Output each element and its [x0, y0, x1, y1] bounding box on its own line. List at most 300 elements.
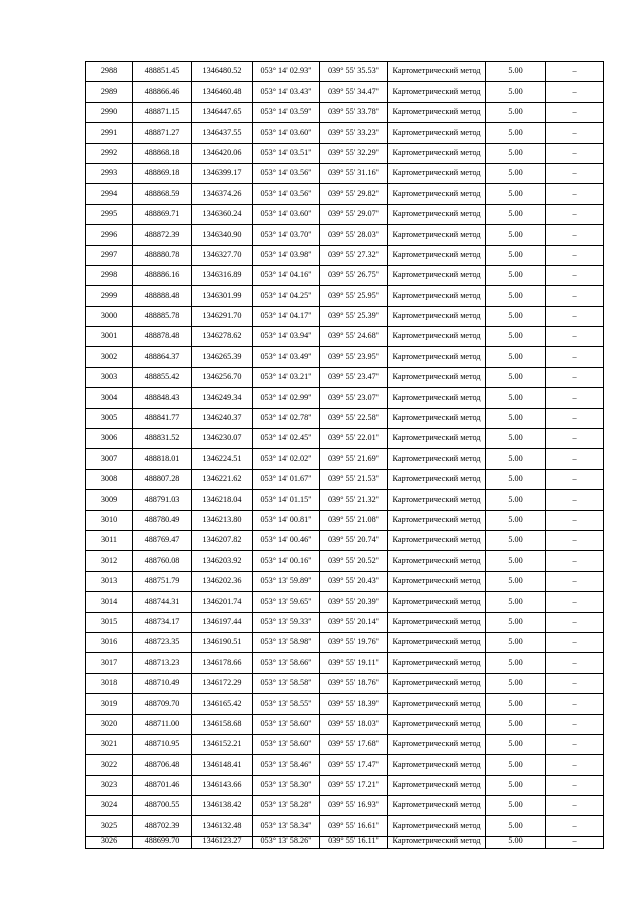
- longitude-cell: 039° 55' 25.39": [320, 306, 388, 326]
- y-coordinate-cell: 1346178.66: [192, 653, 253, 673]
- method-cell: Картометрический метод: [388, 571, 486, 591]
- point-number-cell: 2997: [86, 245, 133, 265]
- latitude-cell: 053° 13' 58.34": [253, 816, 320, 836]
- x-coordinate-cell: 488744.31: [133, 592, 192, 612]
- longitude-cell: 039° 55' 27.32": [320, 245, 388, 265]
- latitude-cell: 053° 14' 00.81": [253, 510, 320, 530]
- latitude-cell: 053° 14' 03.59": [253, 102, 320, 122]
- accuracy-cell: 5.00: [486, 510, 546, 530]
- point-number-cell: 3025: [86, 816, 133, 836]
- x-coordinate-cell: 488701.46: [133, 775, 192, 795]
- note-cell: –: [546, 62, 604, 82]
- point-number-cell: 3008: [86, 469, 133, 489]
- longitude-cell: 039° 55' 19.11": [320, 653, 388, 673]
- accuracy-cell: 5.00: [486, 306, 546, 326]
- note-cell: –: [546, 510, 604, 530]
- accuracy-cell: 5.00: [486, 82, 546, 102]
- x-coordinate-cell: 488869.71: [133, 204, 192, 224]
- accuracy-cell: 5.00: [486, 775, 546, 795]
- table-row: [86, 286, 604, 306]
- longitude-cell: 039° 55' 21.08": [320, 510, 388, 530]
- method-cell: Картометрический метод: [388, 755, 486, 775]
- table-row: [86, 673, 604, 693]
- method-cell: Картометрический метод: [388, 367, 486, 387]
- accuracy-cell: 5.00: [486, 836, 546, 848]
- note-cell: –: [546, 143, 604, 163]
- latitude-cell: 053° 14' 04.16": [253, 265, 320, 285]
- note-cell: –: [546, 653, 604, 673]
- point-number-cell: 3011: [86, 530, 133, 550]
- longitude-cell: 039° 55' 29.82": [320, 184, 388, 204]
- point-number-cell: 3019: [86, 694, 133, 714]
- table-row: [86, 245, 604, 265]
- note-cell: –: [546, 734, 604, 754]
- longitude-cell: 039° 55' 16.61": [320, 816, 388, 836]
- method-cell: Картометрический метод: [388, 123, 486, 143]
- point-number-cell: 3017: [86, 653, 133, 673]
- table-row: [86, 816, 604, 836]
- accuracy-cell: 5.00: [486, 367, 546, 387]
- note-cell: –: [546, 204, 604, 224]
- note-cell: –: [546, 102, 604, 122]
- x-coordinate-cell: 488818.01: [133, 449, 192, 469]
- longitude-cell: 039° 55' 31.16": [320, 163, 388, 183]
- accuracy-cell: 5.00: [486, 612, 546, 632]
- method-cell: Картометрический метод: [388, 204, 486, 224]
- point-number-cell: 3010: [86, 510, 133, 530]
- point-number-cell: 3006: [86, 429, 133, 449]
- latitude-cell: 053° 14' 03.94": [253, 327, 320, 347]
- y-coordinate-cell: 1346399.17: [192, 163, 253, 183]
- accuracy-cell: 5.00: [486, 408, 546, 428]
- x-coordinate-cell: 488871.27: [133, 123, 192, 143]
- method-cell: Картометрический метод: [388, 469, 486, 489]
- point-number-cell: 2995: [86, 204, 133, 224]
- y-coordinate-cell: 1346327.70: [192, 245, 253, 265]
- note-cell: –: [546, 408, 604, 428]
- accuracy-cell: 5.00: [486, 143, 546, 163]
- method-cell: Картометрический метод: [388, 143, 486, 163]
- latitude-cell: 053° 14' 02.78": [253, 408, 320, 428]
- note-cell: –: [546, 469, 604, 489]
- method-cell: Картометрический метод: [388, 632, 486, 652]
- x-coordinate-cell: 488864.37: [133, 347, 192, 367]
- latitude-cell: 053° 14' 03.21": [253, 367, 320, 387]
- method-cell: Картометрический метод: [388, 653, 486, 673]
- note-cell: –: [546, 123, 604, 143]
- x-coordinate-cell: 488869.18: [133, 163, 192, 183]
- note-cell: –: [546, 775, 604, 795]
- method-cell: Картометрический метод: [388, 734, 486, 754]
- note-cell: –: [546, 265, 604, 285]
- accuracy-cell: 5.00: [486, 816, 546, 836]
- y-coordinate-cell: 1346360.24: [192, 204, 253, 224]
- table-row: [86, 612, 604, 632]
- y-coordinate-cell: 1346148.41: [192, 755, 253, 775]
- x-coordinate-cell: 488868.18: [133, 143, 192, 163]
- table-row: [86, 796, 604, 816]
- x-coordinate-cell: 488868.59: [133, 184, 192, 204]
- point-number-cell: 3014: [86, 592, 133, 612]
- x-coordinate-cell: 488878.48: [133, 327, 192, 347]
- x-coordinate-cell: 488855.42: [133, 367, 192, 387]
- note-cell: –: [546, 245, 604, 265]
- method-cell: Картометрический метод: [388, 102, 486, 122]
- point-number-cell: 3021: [86, 734, 133, 754]
- point-number-cell: 3023: [86, 775, 133, 795]
- longitude-cell: 039° 55' 16.93": [320, 796, 388, 816]
- accuracy-cell: 5.00: [486, 796, 546, 816]
- method-cell: Картометрический метод: [388, 408, 486, 428]
- point-number-cell: 3026: [86, 836, 133, 848]
- x-coordinate-cell: 488723.35: [133, 632, 192, 652]
- x-coordinate-cell: 488751.79: [133, 571, 192, 591]
- note-cell: –: [546, 429, 604, 449]
- accuracy-cell: 5.00: [486, 327, 546, 347]
- x-coordinate-cell: 488713.23: [133, 653, 192, 673]
- point-number-cell: 3000: [86, 306, 133, 326]
- note-cell: –: [546, 388, 604, 408]
- point-number-cell: 3004: [86, 388, 133, 408]
- accuracy-cell: 5.00: [486, 102, 546, 122]
- accuracy-cell: 5.00: [486, 694, 546, 714]
- y-coordinate-cell: 1346301.99: [192, 286, 253, 306]
- accuracy-cell: 5.00: [486, 714, 546, 734]
- latitude-cell: 053° 14' 03.56": [253, 184, 320, 204]
- table-row: [86, 551, 604, 571]
- accuracy-cell: 5.00: [486, 429, 546, 449]
- note-cell: –: [546, 755, 604, 775]
- y-coordinate-cell: 1346218.04: [192, 490, 253, 510]
- y-coordinate-cell: 1346420.06: [192, 143, 253, 163]
- table-row: [86, 530, 604, 550]
- longitude-cell: 039° 55' 34.47": [320, 82, 388, 102]
- table-row: [86, 734, 604, 754]
- y-coordinate-cell: 1346152.21: [192, 734, 253, 754]
- coordinates-table: [85, 61, 604, 849]
- x-coordinate-cell: 488769.47: [133, 530, 192, 550]
- longitude-cell: 039° 55' 16.11": [320, 836, 388, 848]
- point-number-cell: 2989: [86, 82, 133, 102]
- note-cell: –: [546, 571, 604, 591]
- point-number-cell: 3016: [86, 632, 133, 652]
- method-cell: Картометрический метод: [388, 62, 486, 82]
- point-number-cell: 3002: [86, 347, 133, 367]
- accuracy-cell: 5.00: [486, 551, 546, 571]
- method-cell: Картометрический метод: [388, 775, 486, 795]
- table-row: [86, 408, 604, 428]
- table-row: [86, 163, 604, 183]
- note-cell: –: [546, 612, 604, 632]
- latitude-cell: 053° 13' 58.46": [253, 755, 320, 775]
- point-number-cell: 2996: [86, 225, 133, 245]
- y-coordinate-cell: 1346201.74: [192, 592, 253, 612]
- longitude-cell: 039° 55' 17.68": [320, 734, 388, 754]
- method-cell: Картометрический метод: [388, 82, 486, 102]
- latitude-cell: 053° 13' 58.66": [253, 653, 320, 673]
- latitude-cell: 053° 14' 01.67": [253, 469, 320, 489]
- x-coordinate-cell: 488791.03: [133, 490, 192, 510]
- y-coordinate-cell: 1346190.51: [192, 632, 253, 652]
- point-number-cell: 2994: [86, 184, 133, 204]
- note-cell: –: [546, 796, 604, 816]
- y-coordinate-cell: 1346316.89: [192, 265, 253, 285]
- longitude-cell: 039° 55' 20.74": [320, 530, 388, 550]
- longitude-cell: 039° 55' 17.47": [320, 755, 388, 775]
- latitude-cell: 053° 14' 02.99": [253, 388, 320, 408]
- table-row: [86, 510, 604, 530]
- x-coordinate-cell: 488807.28: [133, 469, 192, 489]
- accuracy-cell: 5.00: [486, 286, 546, 306]
- note-cell: –: [546, 449, 604, 469]
- table-row: [86, 571, 604, 591]
- latitude-cell: 053° 13' 59.33": [253, 612, 320, 632]
- y-coordinate-cell: 1346224.51: [192, 449, 253, 469]
- y-coordinate-cell: 1346221.62: [192, 469, 253, 489]
- y-coordinate-cell: 1346340.90: [192, 225, 253, 245]
- x-coordinate-cell: 488866.46: [133, 82, 192, 102]
- longitude-cell: 039° 55' 24.68": [320, 327, 388, 347]
- note-cell: –: [546, 327, 604, 347]
- longitude-cell: 039° 55' 19.76": [320, 632, 388, 652]
- accuracy-cell: 5.00: [486, 347, 546, 367]
- accuracy-cell: 5.00: [486, 755, 546, 775]
- table-row: [86, 367, 604, 387]
- longitude-cell: 039° 55' 18.39": [320, 694, 388, 714]
- point-number-cell: 3024: [86, 796, 133, 816]
- note-cell: –: [546, 592, 604, 612]
- note-cell: –: [546, 694, 604, 714]
- y-coordinate-cell: 1346291.70: [192, 306, 253, 326]
- point-number-cell: 3012: [86, 551, 133, 571]
- table-row: [86, 388, 604, 408]
- latitude-cell: 053° 13' 59.89": [253, 571, 320, 591]
- y-coordinate-cell: 1346265.39: [192, 347, 253, 367]
- method-cell: Картометрический метод: [388, 673, 486, 693]
- accuracy-cell: 5.00: [486, 163, 546, 183]
- x-coordinate-cell: 488710.95: [133, 734, 192, 754]
- longitude-cell: 039° 55' 25.95": [320, 286, 388, 306]
- accuracy-cell: 5.00: [486, 490, 546, 510]
- latitude-cell: 053° 14' 03.43": [253, 82, 320, 102]
- x-coordinate-cell: 488872.39: [133, 225, 192, 245]
- longitude-cell: 039° 55' 23.07": [320, 388, 388, 408]
- method-cell: Картометрический метод: [388, 388, 486, 408]
- y-coordinate-cell: 1346202.36: [192, 571, 253, 591]
- method-cell: Картометрический метод: [388, 245, 486, 265]
- y-coordinate-cell: 1346123.27: [192, 836, 253, 848]
- accuracy-cell: 5.00: [486, 734, 546, 754]
- method-cell: Картометрический метод: [388, 225, 486, 245]
- y-coordinate-cell: 1346374.26: [192, 184, 253, 204]
- table-row: [86, 306, 604, 326]
- y-coordinate-cell: 1346138.42: [192, 796, 253, 816]
- note-cell: –: [546, 347, 604, 367]
- x-coordinate-cell: 488734.17: [133, 612, 192, 632]
- y-coordinate-cell: 1346207.82: [192, 530, 253, 550]
- x-coordinate-cell: 488699.70: [133, 836, 192, 848]
- x-coordinate-cell: 488711.00: [133, 714, 192, 734]
- x-coordinate-cell: 488710.49: [133, 673, 192, 693]
- latitude-cell: 053° 14' 02.93": [253, 62, 320, 82]
- y-coordinate-cell: 1346447.65: [192, 102, 253, 122]
- method-cell: Картометрический метод: [388, 184, 486, 204]
- latitude-cell: 053° 14' 00.46": [253, 530, 320, 550]
- accuracy-cell: 5.00: [486, 673, 546, 693]
- longitude-cell: 039° 55' 21.32": [320, 490, 388, 510]
- note-cell: –: [546, 530, 604, 550]
- method-cell: Картометрический метод: [388, 836, 486, 848]
- longitude-cell: 039° 55' 20.43": [320, 571, 388, 591]
- accuracy-cell: 5.00: [486, 592, 546, 612]
- y-coordinate-cell: 1346480.52: [192, 62, 253, 82]
- y-coordinate-cell: 1346249.34: [192, 388, 253, 408]
- x-coordinate-cell: 488780.49: [133, 510, 192, 530]
- latitude-cell: 053° 13' 58.55": [253, 694, 320, 714]
- latitude-cell: 053° 13' 58.26": [253, 836, 320, 848]
- longitude-cell: 039° 55' 22.01": [320, 429, 388, 449]
- latitude-cell: 053° 14' 02.02": [253, 449, 320, 469]
- table-row: [86, 327, 604, 347]
- point-number-cell: 2990: [86, 102, 133, 122]
- method-cell: Картометрический метод: [388, 347, 486, 367]
- y-coordinate-cell: 1346132.48: [192, 816, 253, 836]
- longitude-cell: 039° 55' 21.69": [320, 449, 388, 469]
- table-row: [86, 429, 604, 449]
- longitude-cell: 039° 55' 18.03": [320, 714, 388, 734]
- longitude-cell: 039° 55' 33.23": [320, 123, 388, 143]
- x-coordinate-cell: 488706.48: [133, 755, 192, 775]
- table-row: [86, 755, 604, 775]
- x-coordinate-cell: 488702.39: [133, 816, 192, 836]
- note-cell: –: [546, 632, 604, 652]
- point-number-cell: 2992: [86, 143, 133, 163]
- method-cell: Картометрический метод: [388, 816, 486, 836]
- y-coordinate-cell: 1346165.42: [192, 694, 253, 714]
- x-coordinate-cell: 488871.15: [133, 102, 192, 122]
- y-coordinate-cell: 1346172.29: [192, 673, 253, 693]
- longitude-cell: 039° 55' 26.75": [320, 265, 388, 285]
- point-number-cell: 2988: [86, 62, 133, 82]
- table-row: [86, 694, 604, 714]
- note-cell: –: [546, 816, 604, 836]
- point-number-cell: 3007: [86, 449, 133, 469]
- table-row: [86, 653, 604, 673]
- longitude-cell: 039° 55' 18.76": [320, 673, 388, 693]
- latitude-cell: 053° 14' 01.15": [253, 490, 320, 510]
- x-coordinate-cell: 488848.43: [133, 388, 192, 408]
- note-cell: –: [546, 490, 604, 510]
- latitude-cell: 053° 13' 59.65": [253, 592, 320, 612]
- x-coordinate-cell: 488760.08: [133, 551, 192, 571]
- latitude-cell: 053° 13' 58.28": [253, 796, 320, 816]
- point-number-cell: 3001: [86, 327, 133, 347]
- accuracy-cell: 5.00: [486, 265, 546, 285]
- latitude-cell: 053° 14' 04.17": [253, 306, 320, 326]
- method-cell: Картометрический метод: [388, 694, 486, 714]
- x-coordinate-cell: 488851.45: [133, 62, 192, 82]
- y-coordinate-cell: 1346256.70: [192, 367, 253, 387]
- table-row: [86, 592, 604, 612]
- x-coordinate-cell: 488888.48: [133, 286, 192, 306]
- table-row: [86, 469, 604, 489]
- latitude-cell: 053° 13' 58.58": [253, 673, 320, 693]
- latitude-cell: 053° 14' 03.51": [253, 143, 320, 163]
- note-cell: –: [546, 673, 604, 693]
- note-cell: –: [546, 836, 604, 848]
- y-coordinate-cell: 1346203.92: [192, 551, 253, 571]
- y-coordinate-cell: 1346158.68: [192, 714, 253, 734]
- table-row: [86, 123, 604, 143]
- x-coordinate-cell: 488880.78: [133, 245, 192, 265]
- method-cell: Картометрический метод: [388, 612, 486, 632]
- method-cell: Картометрический метод: [388, 510, 486, 530]
- accuracy-cell: 5.00: [486, 225, 546, 245]
- longitude-cell: 039° 55' 21.53": [320, 469, 388, 489]
- note-cell: –: [546, 184, 604, 204]
- longitude-cell: 039° 55' 29.07": [320, 204, 388, 224]
- x-coordinate-cell: 488709.70: [133, 694, 192, 714]
- longitude-cell: 039° 55' 23.47": [320, 367, 388, 387]
- method-cell: Картометрический метод: [388, 592, 486, 612]
- x-coordinate-cell: 488841.77: [133, 408, 192, 428]
- accuracy-cell: 5.00: [486, 571, 546, 591]
- accuracy-cell: 5.00: [486, 184, 546, 204]
- note-cell: –: [546, 82, 604, 102]
- point-number-cell: 2993: [86, 163, 133, 183]
- longitude-cell: 039° 55' 32.29": [320, 143, 388, 163]
- y-coordinate-cell: 1346230.07: [192, 429, 253, 449]
- note-cell: –: [546, 714, 604, 734]
- point-number-cell: 3003: [86, 367, 133, 387]
- y-coordinate-cell: 1346278.62: [192, 327, 253, 347]
- table-row: [86, 62, 604, 82]
- method-cell: Картометрический метод: [388, 796, 486, 816]
- table-row: [86, 204, 604, 224]
- longitude-cell: 039° 55' 20.39": [320, 592, 388, 612]
- point-number-cell: 2999: [86, 286, 133, 306]
- note-cell: –: [546, 551, 604, 571]
- accuracy-cell: 5.00: [486, 632, 546, 652]
- y-coordinate-cell: 1346197.44: [192, 612, 253, 632]
- method-cell: Картометрический метод: [388, 286, 486, 306]
- longitude-cell: 039° 55' 35.53": [320, 62, 388, 82]
- table-row: [86, 265, 604, 285]
- accuracy-cell: 5.00: [486, 62, 546, 82]
- longitude-cell: 039° 55' 22.58": [320, 408, 388, 428]
- table-row: [86, 632, 604, 652]
- method-cell: Картометрический метод: [388, 449, 486, 469]
- y-coordinate-cell: 1346143.66: [192, 775, 253, 795]
- longitude-cell: 039° 55' 23.95": [320, 347, 388, 367]
- latitude-cell: 053° 14' 00.16": [253, 551, 320, 571]
- longitude-cell: 039° 55' 20.14": [320, 612, 388, 632]
- table-row: [86, 836, 604, 848]
- latitude-cell: 053° 14' 03.70": [253, 225, 320, 245]
- latitude-cell: 053° 14' 02.45": [253, 429, 320, 449]
- method-cell: Картометрический метод: [388, 306, 486, 326]
- method-cell: Картометрический метод: [388, 429, 486, 449]
- table-row: [86, 347, 604, 367]
- note-cell: –: [546, 163, 604, 183]
- latitude-cell: 053° 14' 03.98": [253, 245, 320, 265]
- longitude-cell: 039° 55' 28.03": [320, 225, 388, 245]
- table-row: [86, 775, 604, 795]
- method-cell: Картометрический метод: [388, 265, 486, 285]
- accuracy-cell: 5.00: [486, 245, 546, 265]
- method-cell: Картометрический метод: [388, 163, 486, 183]
- table-row: [86, 490, 604, 510]
